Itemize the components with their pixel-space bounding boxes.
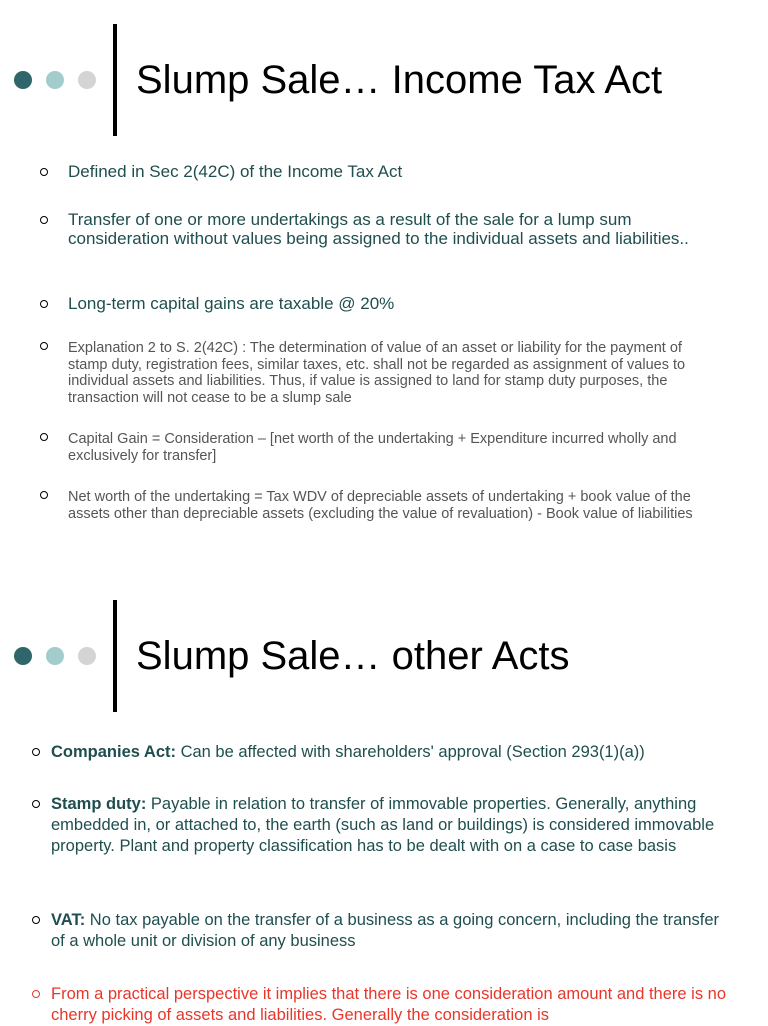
bullet-text bbox=[51, 742, 732, 763]
bullet-lead: Companies Act: bbox=[51, 743, 176, 761]
bullet-body: Can be affected with shareholders' approval (Section 293(1)(a)) bbox=[176, 743, 645, 761]
bullet-circle-icon bbox=[40, 433, 48, 441]
list-item bbox=[40, 210, 720, 248]
dot-light-icon bbox=[78, 71, 96, 89]
bullet-circle-icon bbox=[32, 748, 40, 756]
list-item bbox=[32, 794, 732, 857]
bullet-text bbox=[51, 794, 732, 857]
bullet-text: From a practical perspective it implies that there is one consideration amount and there is no cherry picking of assets and liabilities. Generally the consideration is bbox=[51, 985, 727, 1024]
bullet-circle-icon bbox=[40, 168, 48, 176]
list-item bbox=[32, 742, 732, 763]
bullet-text: Explanation 2 to S. 2(42C) : The determination of value of an asset or liability for the payment of stamp duty, registration fees, similar taxes, etc. shall not be regarded as assignment of values to individual assets and liabilities. Thus, if value is assigned to land for stamp duty purposes, the transaction will not cease to be a slump sale bbox=[68, 340, 686, 406]
bullet-text: Long-term capital gains are taxable @ 20% bbox=[68, 294, 395, 313]
bullet-circle-icon bbox=[40, 342, 48, 350]
dot-dark-icon bbox=[14, 71, 32, 89]
list-item bbox=[32, 910, 732, 952]
bullet-text: Capital Gain = Consideration – [net worth of the undertaking + Expenditure incurred wholly and exclusively for transfer] bbox=[68, 431, 677, 464]
list-item bbox=[40, 431, 720, 464]
dot-mid-icon bbox=[46, 647, 64, 665]
bullet-circle-icon bbox=[40, 300, 48, 308]
bullet-body: No tax payable on the transfer of a business as a going concern, including the transfer of a whole unit or division of any business bbox=[51, 911, 720, 950]
list-item bbox=[40, 340, 720, 406]
list-item bbox=[40, 162, 720, 181]
slide-other-acts bbox=[0, 576, 768, 1024]
decorative-dots bbox=[14, 71, 100, 91]
dot-dark-icon bbox=[14, 647, 32, 665]
title-divider bbox=[113, 600, 117, 712]
bullet-circle-icon bbox=[32, 800, 40, 808]
bullet-circle-icon bbox=[32, 916, 40, 924]
bullet-text bbox=[51, 910, 732, 952]
list-item bbox=[40, 294, 720, 313]
bullet-lead: Stamp duty: bbox=[51, 795, 147, 813]
title-divider bbox=[113, 24, 117, 136]
bullet-text: Defined in Sec 2(42C) of the Income Tax Act bbox=[68, 162, 403, 181]
dot-mid-icon bbox=[46, 71, 64, 89]
bullet-body: Payable in relation to transfer of immovable properties. Generally, anything embedded in, or attached to, the earth (such as land or buildings) is considered immovable property. Plant and property classification has to be dealt with on a case to case basis bbox=[51, 795, 715, 855]
list-item bbox=[32, 984, 732, 1026]
bullet-circle-icon bbox=[32, 990, 40, 998]
bullet-text: Transfer of one or more undertakings as a result of the sale for a lump sum consideration without values being assigned to the individual assets and liabilities.. bbox=[68, 210, 689, 248]
slide-title: Slump Sale… other Acts bbox=[136, 634, 570, 678]
list-item bbox=[40, 489, 720, 522]
dot-light-icon bbox=[78, 647, 96, 665]
decorative-dots bbox=[14, 647, 100, 667]
bullet-text: Net worth of the undertaking = Tax WDV of depreciable assets of undertaking + book value of the assets other than depreciable assets (excluding the value of revaluation) - Book value of liabilities bbox=[68, 489, 693, 522]
bullet-lead: VAT: bbox=[51, 911, 86, 929]
bullet-circle-icon bbox=[40, 491, 48, 499]
bullet-circle-icon bbox=[40, 216, 48, 224]
slide-title: Slump Sale… Income Tax Act bbox=[136, 58, 663, 102]
